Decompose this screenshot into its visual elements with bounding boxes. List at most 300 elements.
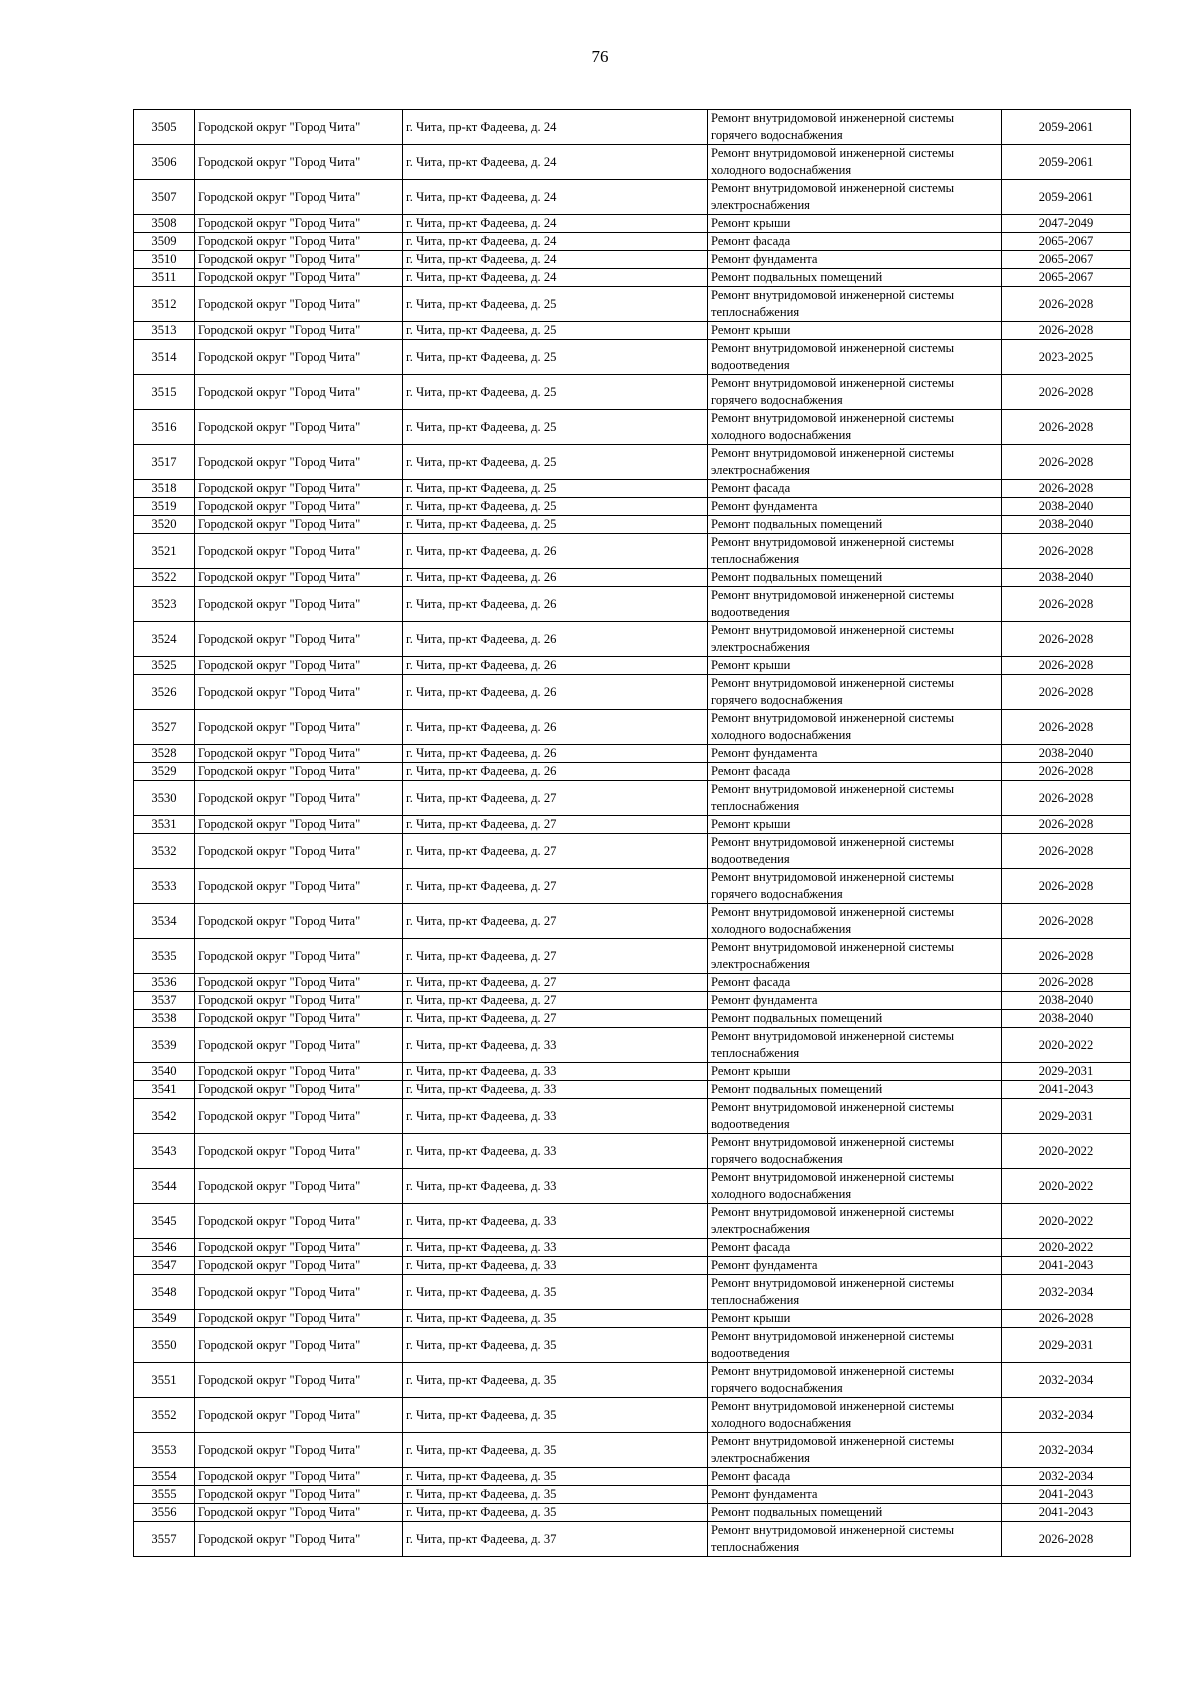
table-row — [134, 251, 1131, 269]
row-number-cell: 3524 — [134, 622, 195, 657]
municipality-cell: Городской округ "Город Чита" — [195, 269, 403, 287]
table-row — [134, 215, 1131, 233]
row-number-cell: 3545 — [134, 1204, 195, 1239]
address-cell: г. Чита, пр-кт Фадеева, д. 35 — [403, 1398, 708, 1433]
period-cell: 2059-2061 — [1002, 145, 1131, 180]
work-type-cell: Ремонт внутридомовой инженерной системы теплоснабжения — [708, 1028, 1002, 1063]
row-number-cell: 3527 — [134, 710, 195, 745]
work-type-cell: Ремонт внутридомовой инженерной системы горячего водоснабжения — [708, 375, 1002, 410]
table-row — [134, 816, 1131, 834]
work-type-cell: Ремонт внутридомовой инженерной системы электроснабжения — [708, 445, 1002, 480]
work-type-cell: Ремонт фундамента — [708, 1257, 1002, 1275]
table-row — [134, 1310, 1131, 1328]
table-row — [134, 1239, 1131, 1257]
address-cell: г. Чита, пр-кт Фадеева, д. 25 — [403, 445, 708, 480]
municipality-cell: Городской округ "Город Чита" — [195, 939, 403, 974]
table-row — [134, 763, 1131, 781]
table-row — [134, 1063, 1131, 1081]
period-cell: 2020-2022 — [1002, 1169, 1131, 1204]
municipality-cell: Городской округ "Город Чита" — [195, 1468, 403, 1486]
municipality-cell: Городской округ "Город Чита" — [195, 445, 403, 480]
table-row — [134, 1257, 1131, 1275]
municipality-cell: Городской округ "Город Чита" — [195, 1239, 403, 1257]
row-number-cell: 3549 — [134, 1310, 195, 1328]
address-cell: г. Чита, пр-кт Фадеева, д. 27 — [403, 904, 708, 939]
address-cell: г. Чита, пр-кт Фадеева, д. 33 — [403, 1169, 708, 1204]
address-cell: г. Чита, пр-кт Фадеева, д. 33 — [403, 1063, 708, 1081]
work-type-cell: Ремонт фасада — [708, 480, 1002, 498]
table-row — [134, 1363, 1131, 1398]
row-number-cell: 3556 — [134, 1504, 195, 1522]
work-type-cell: Ремонт внутридомовой инженерной системы теплоснабжения — [708, 1275, 1002, 1310]
period-cell: 2023-2025 — [1002, 340, 1131, 375]
work-type-cell: Ремонт внутридомовой инженерной системы электроснабжения — [708, 939, 1002, 974]
table-row — [134, 675, 1131, 710]
work-type-cell: Ремонт внутридомовой инженерной системы теплоснабжения — [708, 287, 1002, 322]
table-row — [134, 587, 1131, 622]
municipality-cell: Городской округ "Город Чита" — [195, 1169, 403, 1204]
row-number-cell: 3548 — [134, 1275, 195, 1310]
period-cell: 2041-2043 — [1002, 1257, 1131, 1275]
address-cell: г. Чита, пр-кт Фадеева, д. 26 — [403, 710, 708, 745]
table-row — [134, 410, 1131, 445]
period-cell: 2026-2028 — [1002, 622, 1131, 657]
period-cell: 2020-2022 — [1002, 1028, 1131, 1063]
address-cell: г. Чита, пр-кт Фадеева, д. 33 — [403, 1028, 708, 1063]
work-type-cell: Ремонт внутридомовой инженерной системы горячего водоснабжения — [708, 869, 1002, 904]
row-number-cell: 3511 — [134, 269, 195, 287]
address-cell: г. Чита, пр-кт Фадеева, д. 25 — [403, 287, 708, 322]
row-number-cell: 3507 — [134, 180, 195, 215]
municipality-cell: Городской округ "Город Чита" — [195, 322, 403, 340]
address-cell: г. Чита, пр-кт Фадеева, д. 27 — [403, 974, 708, 992]
work-type-cell: Ремонт внутридомовой инженерной системы холодного водоснабжения — [708, 1398, 1002, 1433]
period-cell: 2038-2040 — [1002, 569, 1131, 587]
period-cell: 2032-2034 — [1002, 1363, 1131, 1398]
work-type-cell: Ремонт фундамента — [708, 1486, 1002, 1504]
work-type-cell: Ремонт внутридомовой инженерной системы горячего водоснабжения — [708, 675, 1002, 710]
table-row — [134, 657, 1131, 675]
row-number-cell: 3514 — [134, 340, 195, 375]
work-type-cell: Ремонт подвальных помещений — [708, 516, 1002, 534]
table-row — [134, 745, 1131, 763]
address-cell: г. Чита, пр-кт Фадеева, д. 26 — [403, 622, 708, 657]
row-number-cell: 3529 — [134, 763, 195, 781]
work-type-cell: Ремонт внутридомовой инженерной системы теплоснабжения — [708, 781, 1002, 816]
municipality-cell: Городской округ "Город Чита" — [195, 904, 403, 939]
row-number-cell: 3522 — [134, 569, 195, 587]
table-row — [134, 904, 1131, 939]
address-cell: г. Чита, пр-кт Фадеева, д. 27 — [403, 816, 708, 834]
municipality-cell: Городской округ "Город Чита" — [195, 816, 403, 834]
address-cell: г. Чита, пр-кт Фадеева, д. 33 — [403, 1204, 708, 1239]
row-number-cell: 3554 — [134, 1468, 195, 1486]
row-number-cell: 3518 — [134, 480, 195, 498]
work-type-cell: Ремонт подвальных помещений — [708, 1081, 1002, 1099]
address-cell: г. Чита, пр-кт Фадеева, д. 24 — [403, 215, 708, 233]
row-number-cell: 3512 — [134, 287, 195, 322]
table-row — [134, 180, 1131, 215]
period-cell: 2038-2040 — [1002, 745, 1131, 763]
municipality-cell: Городской округ "Город Чита" — [195, 1063, 403, 1081]
period-cell: 2026-2028 — [1002, 657, 1131, 675]
period-cell: 2065-2067 — [1002, 233, 1131, 251]
table-row — [134, 1275, 1131, 1310]
address-cell: г. Чита, пр-кт Фадеева, д. 25 — [403, 498, 708, 516]
municipality-cell: Городской округ "Город Чита" — [195, 1486, 403, 1504]
work-type-cell: Ремонт внутридомовой инженерной системы теплоснабжения — [708, 534, 1002, 569]
municipality-cell: Городской округ "Город Чита" — [195, 375, 403, 410]
row-number-cell: 3555 — [134, 1486, 195, 1504]
work-type-cell: Ремонт внутридомовой инженерной системы холодного водоснабжения — [708, 145, 1002, 180]
municipality-cell: Городской округ "Город Чита" — [195, 215, 403, 233]
row-number-cell: 3538 — [134, 1010, 195, 1028]
municipality-cell: Городской округ "Город Чита" — [195, 834, 403, 869]
row-number-cell: 3533 — [134, 869, 195, 904]
table-row — [134, 1433, 1131, 1468]
address-cell: г. Чита, пр-кт Фадеева, д. 24 — [403, 233, 708, 251]
table-row — [134, 834, 1131, 869]
period-cell: 2026-2028 — [1002, 322, 1131, 340]
table-row — [134, 1486, 1131, 1504]
municipality-cell: Городской округ "Город Чита" — [195, 1028, 403, 1063]
row-number-cell: 3506 — [134, 145, 195, 180]
municipality-cell: Городской округ "Город Чита" — [195, 1134, 403, 1169]
row-number-cell: 3537 — [134, 992, 195, 1010]
row-number-cell: 3526 — [134, 675, 195, 710]
row-number-cell: 3510 — [134, 251, 195, 269]
address-cell: г. Чита, пр-кт Фадеева, д. 24 — [403, 251, 708, 269]
address-cell: г. Чита, пр-кт Фадеева, д. 27 — [403, 939, 708, 974]
work-type-cell: Ремонт крыши — [708, 322, 1002, 340]
address-cell: г. Чита, пр-кт Фадеева, д. 27 — [403, 1010, 708, 1028]
municipality-cell: Городской округ "Город Чита" — [195, 763, 403, 781]
table-row — [134, 1081, 1131, 1099]
row-number-cell: 3552 — [134, 1398, 195, 1433]
address-cell: г. Чита, пр-кт Фадеева, д. 35 — [403, 1275, 708, 1310]
municipality-cell: Городской округ "Город Чита" — [195, 287, 403, 322]
period-cell: 2026-2028 — [1002, 675, 1131, 710]
address-cell: г. Чита, пр-кт Фадеева, д. 26 — [403, 763, 708, 781]
period-cell: 2026-2028 — [1002, 904, 1131, 939]
table-row — [134, 622, 1131, 657]
address-cell: г. Чита, пр-кт Фадеева, д. 35 — [403, 1310, 708, 1328]
row-number-cell: 3517 — [134, 445, 195, 480]
address-cell: г. Чита, пр-кт Фадеева, д. 27 — [403, 992, 708, 1010]
work-type-cell: Ремонт крыши — [708, 215, 1002, 233]
table-body — [134, 110, 1131, 1557]
table-row — [134, 110, 1131, 145]
table-row — [134, 233, 1131, 251]
period-cell: 2032-2034 — [1002, 1433, 1131, 1468]
table-row — [134, 480, 1131, 498]
work-type-cell: Ремонт внутридомовой инженерной системы водоотведения — [708, 1328, 1002, 1363]
municipality-cell: Городской округ "Город Чита" — [195, 233, 403, 251]
work-type-cell: Ремонт фундамента — [708, 992, 1002, 1010]
period-cell: 2038-2040 — [1002, 498, 1131, 516]
row-number-cell: 3540 — [134, 1063, 195, 1081]
table-row — [134, 992, 1131, 1010]
table-row — [134, 375, 1131, 410]
period-cell: 2041-2043 — [1002, 1486, 1131, 1504]
row-number-cell: 3534 — [134, 904, 195, 939]
work-type-cell: Ремонт крыши — [708, 1310, 1002, 1328]
work-type-cell: Ремонт подвальных помещений — [708, 269, 1002, 287]
municipality-cell: Городской округ "Город Чита" — [195, 992, 403, 1010]
table-row — [134, 1099, 1131, 1134]
municipality-cell: Городской округ "Город Чита" — [195, 145, 403, 180]
table-row — [134, 1328, 1131, 1363]
period-cell: 2026-2028 — [1002, 1522, 1131, 1557]
municipality-cell: Городской округ "Город Чита" — [195, 569, 403, 587]
row-number-cell: 3539 — [134, 1028, 195, 1063]
period-cell: 2026-2028 — [1002, 974, 1131, 992]
table-row — [134, 340, 1131, 375]
period-cell: 2059-2061 — [1002, 110, 1131, 145]
work-type-cell: Ремонт внутридомовой инженерной системы теплоснабжения — [708, 1522, 1002, 1557]
period-cell: 2026-2028 — [1002, 287, 1131, 322]
municipality-cell: Городской округ "Город Чита" — [195, 340, 403, 375]
period-cell: 2038-2040 — [1002, 1010, 1131, 1028]
table-row — [134, 1522, 1131, 1557]
municipality-cell: Городской округ "Город Чита" — [195, 1504, 403, 1522]
table-row — [134, 569, 1131, 587]
table-row — [134, 1504, 1131, 1522]
address-cell: г. Чита, пр-кт Фадеева, д. 25 — [403, 340, 708, 375]
work-type-cell: Ремонт внутридомовой инженерной системы электроснабжения — [708, 180, 1002, 215]
table-row — [134, 516, 1131, 534]
row-number-cell: 3543 — [134, 1134, 195, 1169]
address-cell: г. Чита, пр-кт Фадеева, д. 24 — [403, 110, 708, 145]
period-cell: 2041-2043 — [1002, 1504, 1131, 1522]
work-type-cell: Ремонт фасада — [708, 763, 1002, 781]
work-type-cell: Ремонт крыши — [708, 657, 1002, 675]
table-row — [134, 974, 1131, 992]
municipality-cell: Городской округ "Город Чита" — [195, 1398, 403, 1433]
address-cell: г. Чита, пр-кт Фадеева, д. 33 — [403, 1081, 708, 1099]
municipality-cell: Городской округ "Город Чита" — [195, 1363, 403, 1398]
municipality-cell: Городской округ "Город Чита" — [195, 110, 403, 145]
table-row — [134, 1204, 1131, 1239]
period-cell: 2026-2028 — [1002, 480, 1131, 498]
period-cell: 2026-2028 — [1002, 869, 1131, 904]
work-type-cell: Ремонт подвальных помещений — [708, 569, 1002, 587]
municipality-cell: Городской округ "Город Чита" — [195, 1204, 403, 1239]
work-type-cell: Ремонт фасада — [708, 974, 1002, 992]
row-number-cell: 3531 — [134, 816, 195, 834]
work-type-cell: Ремонт фундамента — [708, 745, 1002, 763]
work-type-cell: Ремонт внутридомовой инженерной системы электроснабжения — [708, 1433, 1002, 1468]
municipality-cell: Городской округ "Город Чита" — [195, 587, 403, 622]
work-type-cell: Ремонт внутридомовой инженерной системы холодного водоснабжения — [708, 904, 1002, 939]
table-row — [134, 1169, 1131, 1204]
row-number-cell: 3528 — [134, 745, 195, 763]
work-type-cell: Ремонт внутридомовой инженерной системы водоотведения — [708, 834, 1002, 869]
row-number-cell: 3535 — [134, 939, 195, 974]
address-cell: г. Чита, пр-кт Фадеева, д. 26 — [403, 587, 708, 622]
row-number-cell: 3513 — [134, 322, 195, 340]
period-cell: 2029-2031 — [1002, 1099, 1131, 1134]
row-number-cell: 3544 — [134, 1169, 195, 1204]
table-row — [134, 1134, 1131, 1169]
work-type-cell: Ремонт крыши — [708, 816, 1002, 834]
address-cell: г. Чита, пр-кт Фадеева, д. 25 — [403, 322, 708, 340]
address-cell: г. Чита, пр-кт Фадеева, д. 33 — [403, 1239, 708, 1257]
period-cell: 2029-2031 — [1002, 1328, 1131, 1363]
period-cell: 2065-2067 — [1002, 251, 1131, 269]
address-cell: г. Чита, пр-кт Фадеева, д. 35 — [403, 1328, 708, 1363]
table-row — [134, 498, 1131, 516]
address-cell: г. Чита, пр-кт Фадеева, д. 25 — [403, 410, 708, 445]
period-cell: 2026-2028 — [1002, 1310, 1131, 1328]
row-number-cell: 3536 — [134, 974, 195, 992]
period-cell: 2026-2028 — [1002, 534, 1131, 569]
period-cell: 2047-2049 — [1002, 215, 1131, 233]
table-row — [134, 145, 1131, 180]
period-cell: 2026-2028 — [1002, 939, 1131, 974]
table-row — [134, 534, 1131, 569]
municipality-cell: Городской округ "Город Чита" — [195, 1257, 403, 1275]
row-number-cell: 3520 — [134, 516, 195, 534]
address-cell: г. Чита, пр-кт Фадеева, д. 27 — [403, 834, 708, 869]
row-number-cell: 3516 — [134, 410, 195, 445]
period-cell: 2026-2028 — [1002, 834, 1131, 869]
period-cell: 2026-2028 — [1002, 763, 1131, 781]
row-number-cell: 3553 — [134, 1433, 195, 1468]
work-type-cell: Ремонт внутридомовой инженерной системы водоотведения — [708, 340, 1002, 375]
row-number-cell: 3546 — [134, 1239, 195, 1257]
address-cell: г. Чита, пр-кт Фадеева, д. 33 — [403, 1099, 708, 1134]
period-cell: 2026-2028 — [1002, 445, 1131, 480]
work-type-cell: Ремонт подвальных помещений — [708, 1504, 1002, 1522]
row-number-cell: 3523 — [134, 587, 195, 622]
municipality-cell: Городской округ "Город Чита" — [195, 1522, 403, 1557]
address-cell: г. Чита, пр-кт Фадеева, д. 24 — [403, 269, 708, 287]
address-cell: г. Чита, пр-кт Фадеева, д. 26 — [403, 569, 708, 587]
address-cell: г. Чита, пр-кт Фадеева, д. 26 — [403, 534, 708, 569]
period-cell: 2041-2043 — [1002, 1081, 1131, 1099]
row-number-cell: 3542 — [134, 1099, 195, 1134]
table-row — [134, 1468, 1131, 1486]
address-cell: г. Чита, пр-кт Фадеева, д. 25 — [403, 480, 708, 498]
table-row — [134, 269, 1131, 287]
municipality-cell: Городской округ "Город Чита" — [195, 180, 403, 215]
table-row — [134, 1398, 1131, 1433]
work-type-cell: Ремонт подвальных помещений — [708, 1010, 1002, 1028]
municipality-cell: Городской округ "Город Чита" — [195, 745, 403, 763]
municipality-cell: Городской округ "Город Чита" — [195, 410, 403, 445]
address-cell: г. Чита, пр-кт Фадеева, д. 35 — [403, 1433, 708, 1468]
period-cell: 2038-2040 — [1002, 516, 1131, 534]
row-number-cell: 3547 — [134, 1257, 195, 1275]
period-cell: 2032-2034 — [1002, 1468, 1131, 1486]
period-cell: 2026-2028 — [1002, 375, 1131, 410]
row-number-cell: 3505 — [134, 110, 195, 145]
municipality-cell: Городской округ "Город Чита" — [195, 1328, 403, 1363]
municipality-cell: Городской округ "Город Чита" — [195, 498, 403, 516]
municipality-cell: Городской округ "Город Чита" — [195, 1275, 403, 1310]
work-type-cell: Ремонт внутридомовой инженерной системы холодного водоснабжения — [708, 410, 1002, 445]
row-number-cell: 3530 — [134, 781, 195, 816]
work-type-cell: Ремонт внутридомовой инженерной системы водоотведения — [708, 1099, 1002, 1134]
municipality-cell: Городской округ "Город Чита" — [195, 781, 403, 816]
address-cell: г. Чита, пр-кт Фадеева, д. 35 — [403, 1504, 708, 1522]
row-number-cell: 3525 — [134, 657, 195, 675]
municipality-cell: Городской округ "Город Чита" — [195, 710, 403, 745]
period-cell: 2026-2028 — [1002, 587, 1131, 622]
period-cell: 2032-2034 — [1002, 1398, 1131, 1433]
municipality-cell: Городской округ "Город Чита" — [195, 1099, 403, 1134]
address-cell: г. Чита, пр-кт Фадеева, д. 25 — [403, 375, 708, 410]
address-cell: г. Чита, пр-кт Фадеева, д. 35 — [403, 1468, 708, 1486]
row-number-cell: 3508 — [134, 215, 195, 233]
row-number-cell: 3519 — [134, 498, 195, 516]
table-row — [134, 710, 1131, 745]
address-cell: г. Чита, пр-кт Фадеева, д. 35 — [403, 1486, 708, 1504]
address-cell: г. Чита, пр-кт Фадеева, д. 35 — [403, 1363, 708, 1398]
row-number-cell: 3532 — [134, 834, 195, 869]
period-cell: 2026-2028 — [1002, 781, 1131, 816]
municipality-cell: Городской округ "Город Чита" — [195, 1433, 403, 1468]
page-number: 76 — [591, 47, 609, 66]
work-type-cell: Ремонт внутридомовой инженерной системы горячего водоснабжения — [708, 1363, 1002, 1398]
period-cell: 2026-2028 — [1002, 816, 1131, 834]
work-type-cell: Ремонт внутридомовой инженерной системы горячего водоснабжения — [708, 110, 1002, 145]
table-row — [134, 445, 1131, 480]
period-cell: 2065-2067 — [1002, 269, 1131, 287]
address-cell: г. Чита, пр-кт Фадеева, д. 26 — [403, 657, 708, 675]
municipality-cell: Городской округ "Город Чита" — [195, 675, 403, 710]
period-cell: 2029-2031 — [1002, 1063, 1131, 1081]
work-type-cell: Ремонт фасада — [708, 233, 1002, 251]
table-row — [134, 1010, 1131, 1028]
municipality-cell: Городской округ "Город Чита" — [195, 480, 403, 498]
row-number-cell: 3557 — [134, 1522, 195, 1557]
work-type-cell: Ремонт внутридомовой инженерной системы водоотведения — [708, 587, 1002, 622]
address-cell: г. Чита, пр-кт Фадеева, д. 33 — [403, 1257, 708, 1275]
period-cell: 2026-2028 — [1002, 710, 1131, 745]
municipality-cell: Городской округ "Город Чита" — [195, 534, 403, 569]
work-type-cell: Ремонт внутридомовой инженерной системы холодного водоснабжения — [708, 1169, 1002, 1204]
address-cell: г. Чита, пр-кт Фадеева, д. 27 — [403, 781, 708, 816]
table-row — [134, 322, 1131, 340]
municipality-cell: Городской округ "Город Чита" — [195, 869, 403, 904]
address-cell: г. Чита, пр-кт Фадеева, д. 26 — [403, 675, 708, 710]
address-cell: г. Чита, пр-кт Фадеева, д. 27 — [403, 869, 708, 904]
work-type-cell: Ремонт фасада — [708, 1239, 1002, 1257]
work-type-cell: Ремонт внутридомовой инженерной системы холодного водоснабжения — [708, 710, 1002, 745]
work-type-cell: Ремонт внутридомовой инженерной системы электроснабжения — [708, 622, 1002, 657]
period-cell: 2020-2022 — [1002, 1239, 1131, 1257]
work-type-cell: Ремонт фасада — [708, 1468, 1002, 1486]
period-cell: 2032-2034 — [1002, 1275, 1131, 1310]
address-cell: г. Чита, пр-кт Фадеева, д. 37 — [403, 1522, 708, 1557]
period-cell: 2059-2061 — [1002, 180, 1131, 215]
municipality-cell: Городской округ "Город Чита" — [195, 1010, 403, 1028]
municipality-cell: Городской округ "Город Чита" — [195, 622, 403, 657]
table-row — [134, 287, 1131, 322]
municipality-cell: Городской округ "Город Чита" — [195, 251, 403, 269]
work-type-cell: Ремонт фундамента — [708, 498, 1002, 516]
address-cell: г. Чита, пр-кт Фадеева, д. 24 — [403, 145, 708, 180]
repair-schedule-table — [133, 109, 1131, 1557]
row-number-cell: 3509 — [134, 233, 195, 251]
work-type-cell: Ремонт фундамента — [708, 251, 1002, 269]
table-row — [134, 1028, 1131, 1063]
period-cell: 2026-2028 — [1002, 410, 1131, 445]
address-cell: г. Чита, пр-кт Фадеева, д. 25 — [403, 516, 708, 534]
period-cell: 2020-2022 — [1002, 1134, 1131, 1169]
